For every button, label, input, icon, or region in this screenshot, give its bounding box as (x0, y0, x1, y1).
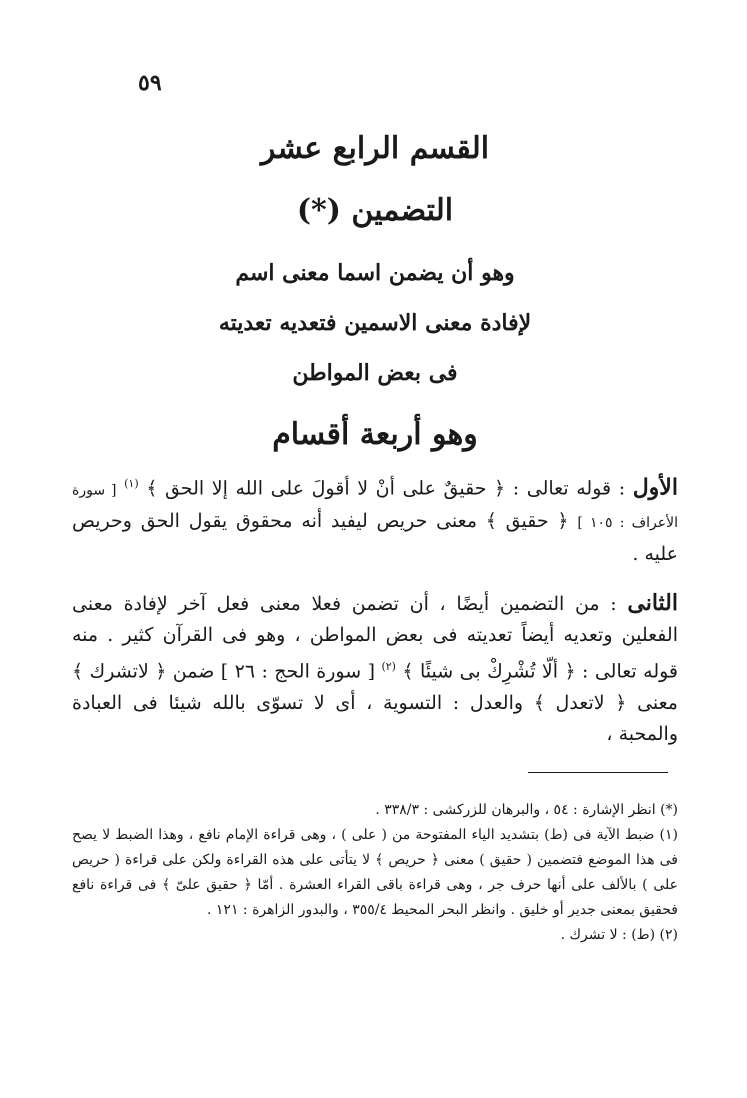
footnotes (72, 798, 678, 948)
footnote-ref-2: (٢) (381, 660, 396, 674)
section-title: القسم الرابع عشر (260, 131, 490, 166)
definition-line-3: فى بعض المواطن (292, 360, 458, 386)
paragraph-second (72, 588, 678, 749)
footnote-1: (١) ضبط الآية فى (ط) بتشديد الياء المفتوحة من ( على ) ، وهى قراءة الإمام نافع ، وهذا الضبط لا يصح فى هذا الموضع فتضمين ( حقيق ) معنى ﴿ حريص ﴾ لا يتأتى على هذه القراءة ولكن على قراءة ( حريص على ) بالألف على أنها حرف جر ، وهى قراءة باقى القراء العشرة . أمّا ﴿ حقيق علىّ ﴾ فى قراءة نافع فحقيق بمعنى جدير أو خليق . وانظر البحر المحيط ٣٥٥/٤ ، والبدور الزاهرة : ١٢١ . (72, 827, 678, 918)
paragraph-second-lead: الثانى (627, 590, 678, 617)
footnote-2: (٢) (ط) : لا تشرك . (560, 927, 678, 943)
paragraph-first-text-1: : قوله تعالى : ﴿ حقيقٌ على أنْ لا أقولَ على الله إلا الحق ﴾ (146, 477, 626, 500)
paragraph-second-text-1: : من التضمين أيضًا ، أن تضمن فعلا معنى فعل آخر لإفادة معنى الفعلين وتعديه أيضاً تعديته فى بعض المواطن ، وهو فى القرآن كثير . منه قوله تعالى : ﴿ ألّا تُشْرِكْ بى شيئًا ﴾ (72, 593, 679, 683)
surah-ref-araf: [ سورة الأعراف : ١٠٥ ] (72, 482, 678, 532)
page-number: ٥٩ (138, 70, 162, 96)
paragraph-first-text-2: ﴿ حقيق ﴾ معنى حريص ليفيد أنه محقوق يقول الحق وحريص عليه . (72, 510, 678, 566)
kinds-heading: وهو أربعة أقسام (272, 417, 478, 452)
definition-line-1: وهو أن يضمن اسما معنى اسم (235, 260, 515, 286)
footnote-separator (528, 772, 668, 773)
footnote-ref-1: (١) (124, 477, 139, 490)
section-headings (60, 118, 690, 466)
definition-line-2: لإفادة معنى الاسمين فتعديه تعديته (218, 310, 532, 336)
body-text (72, 468, 678, 768)
paragraph-first-lead: الأول (632, 474, 678, 501)
paragraph-first (72, 468, 678, 570)
paragraph-second-text-2: [ سورة الحج : ٢٦ ] ضمن ﴿ لاتشرك ﴾ معنى ﴿ لاتعدل ﴾ والعدل : التسوية ، أى لا تسوّى بالله شيئا فى العبادة والمحبة ، (72, 660, 678, 745)
footnote-star: (*) انظر الإشارة : ٥٤ ، والبرهان للزركشى : ٣٣٨/٣ . (375, 802, 678, 818)
topic-heading: التضمين (*) (296, 193, 454, 228)
